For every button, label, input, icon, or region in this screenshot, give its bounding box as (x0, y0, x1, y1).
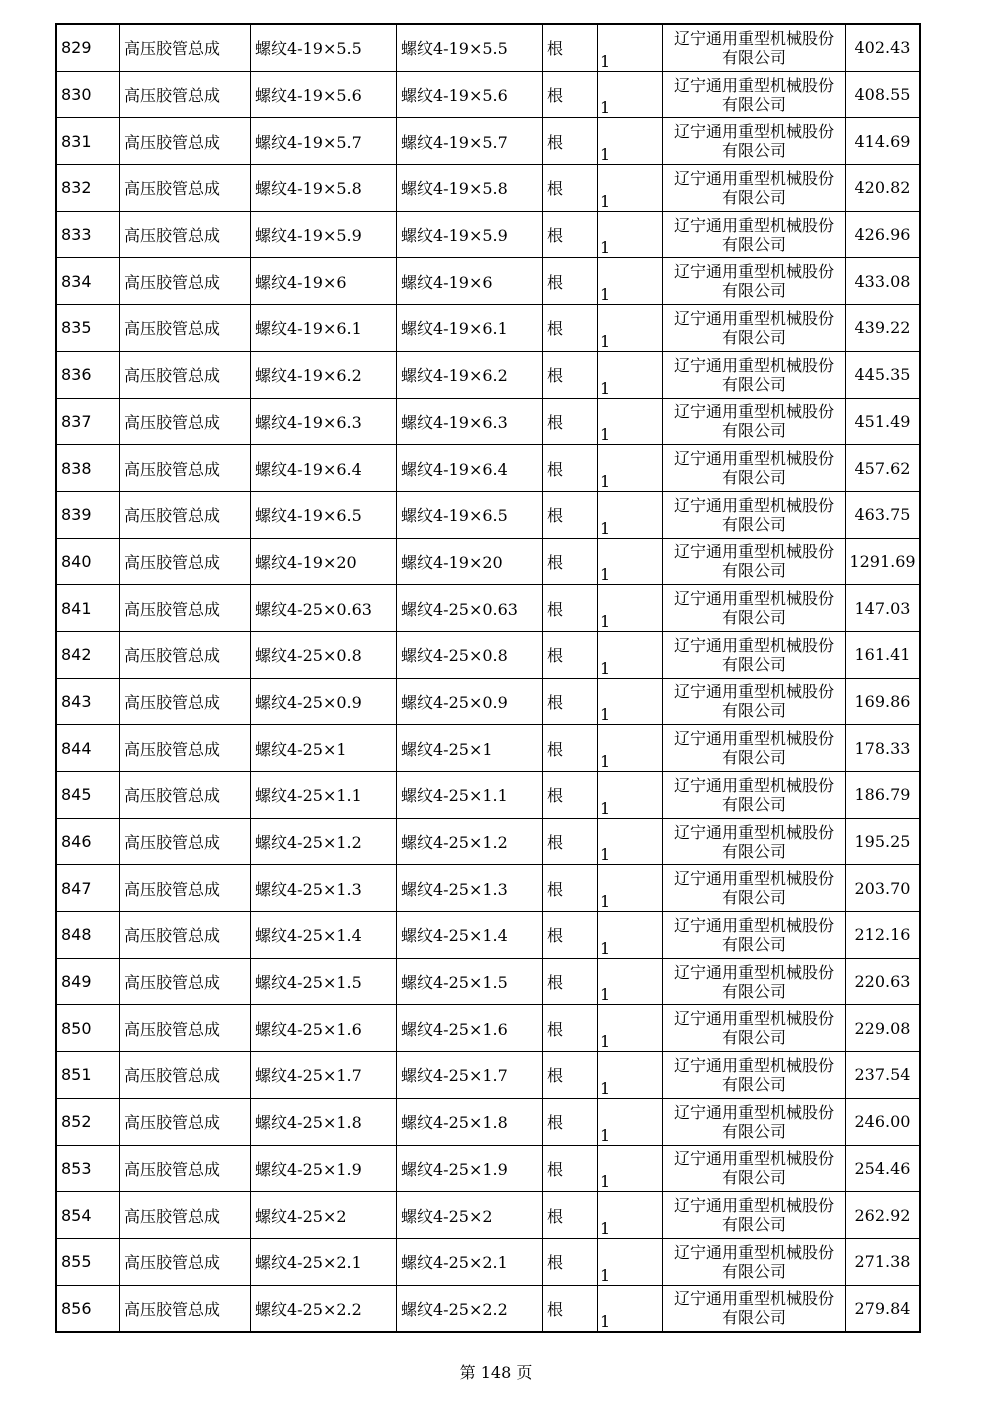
product-model-cell: 螺纹4-19×5.9 (397, 211, 543, 258)
row-number-cell: 839 (56, 491, 120, 538)
product-model-cell: 螺纹4-19×6 (397, 258, 543, 305)
product-name-cell: 高压胶管总成 (120, 1052, 251, 1099)
quantity-cell: 1 (598, 398, 663, 445)
manufacturer-text: 辽宁通用重型机械股份有限公司 (673, 1102, 834, 1141)
unit-price-cell: 1291.69 (846, 538, 921, 585)
product-name-cell: 高压胶管总成 (120, 305, 251, 352)
manufacturer-text: 辽宁通用重型机械股份有限公司 (673, 1242, 834, 1281)
manufacturer-cell (663, 1052, 846, 1099)
manufacturer-text: 辽宁通用重型机械股份有限公司 (673, 28, 834, 67)
product-name-cell: 高压胶管总成 (120, 398, 251, 445)
product-model-cell: 螺纹4-19×6.5 (397, 491, 543, 538)
product-model-cell: 螺纹4-25×2.1 (397, 1238, 543, 1285)
manufacturer-text: 辽宁通用重型机械股份有限公司 (673, 962, 834, 1001)
product-model-cell: 螺纹4-25×0.8 (397, 631, 543, 678)
manufacturer-text: 辽宁通用重型机械股份有限公司 (673, 682, 834, 721)
unit-of-measure-cell: 根 (543, 1052, 598, 1099)
unit-of-measure-cell: 根 (543, 211, 598, 258)
table-row (56, 818, 920, 865)
manufacturer-cell (663, 772, 846, 819)
product-name-cell: 高压胶管总成 (120, 351, 251, 398)
product-name-cell: 高压胶管总成 (120, 1238, 251, 1285)
quantity-cell: 1 (598, 71, 663, 118)
manufacturer-cell (663, 71, 846, 118)
row-number-cell: 856 (56, 1285, 120, 1332)
unit-of-measure-cell: 根 (543, 24, 598, 71)
product-name-cell: 高压胶管总成 (120, 258, 251, 305)
quantity-cell: 1 (598, 258, 663, 305)
unit-of-measure-cell: 根 (543, 165, 598, 212)
unit-of-measure-cell: 根 (543, 818, 598, 865)
manufacturer-text: 辽宁通用重型机械股份有限公司 (673, 215, 834, 254)
quantity-cell: 1 (598, 865, 663, 912)
manufacturer-text: 辽宁通用重型机械股份有限公司 (673, 542, 834, 581)
quantity-cell: 1 (598, 351, 663, 398)
row-number-cell: 829 (56, 24, 120, 71)
manufacturer-text: 辽宁通用重型机械股份有限公司 (673, 122, 834, 161)
table-row (56, 958, 920, 1005)
product-model-cell: 螺纹4-25×0.9 (397, 678, 543, 725)
table-row (56, 445, 920, 492)
product-name-cell: 高压胶管总成 (120, 865, 251, 912)
manufacturer-text: 辽宁通用重型机械股份有限公司 (673, 75, 834, 114)
table-row (56, 491, 920, 538)
row-number-cell: 837 (56, 398, 120, 445)
row-number-cell: 845 (56, 772, 120, 819)
product-model-cell: 螺纹4-19×6.4 (397, 445, 543, 492)
row-number-cell: 833 (56, 211, 120, 258)
product-spec-cell: 螺纹4-25×1.7 (251, 1052, 397, 1099)
table-row (56, 71, 920, 118)
quantity-cell: 1 (598, 24, 663, 71)
product-spec-cell: 螺纹4-19×6 (251, 258, 397, 305)
manufacturer-cell (663, 818, 846, 865)
manufacturer-cell (663, 24, 846, 71)
quantity-cell: 1 (598, 1285, 663, 1332)
table-row (56, 631, 920, 678)
manufacturer-text: 辽宁通用重型机械股份有限公司 (673, 1289, 834, 1328)
row-number-cell: 832 (56, 165, 120, 212)
unit-price-cell: 402.43 (846, 24, 921, 71)
product-spec-cell: 螺纹4-19×5.6 (251, 71, 397, 118)
manufacturer-cell (663, 1145, 846, 1192)
product-spec-cell: 螺纹4-25×1.2 (251, 818, 397, 865)
manufacturer-cell (663, 725, 846, 772)
price-table-body (56, 24, 920, 1332)
manufacturer-cell (663, 445, 846, 492)
table-row (56, 1052, 920, 1099)
row-number-cell: 830 (56, 71, 120, 118)
unit-of-measure-cell: 根 (543, 1285, 598, 1332)
product-spec-cell: 螺纹4-25×1.8 (251, 1098, 397, 1145)
unit-of-measure-cell: 根 (543, 772, 598, 819)
product-spec-cell: 螺纹4-25×0.9 (251, 678, 397, 725)
product-model-cell: 螺纹4-19×5.5 (397, 24, 543, 71)
unit-price-cell: 426.96 (846, 211, 921, 258)
row-number-cell: 841 (56, 585, 120, 632)
product-spec-cell: 螺纹4-19×6.4 (251, 445, 397, 492)
product-model-cell: 螺纹4-25×1.7 (397, 1052, 543, 1099)
product-spec-cell: 螺纹4-25×2 (251, 1192, 397, 1239)
manufacturer-cell (663, 211, 846, 258)
product-spec-cell: 螺纹4-25×1.9 (251, 1145, 397, 1192)
manufacturer-text: 辽宁通用重型机械股份有限公司 (673, 262, 834, 301)
product-model-cell: 螺纹4-25×2 (397, 1192, 543, 1239)
table-row (56, 912, 920, 959)
unit-price-cell: 229.08 (846, 1005, 921, 1052)
product-name-cell: 高压胶管总成 (120, 772, 251, 819)
row-number-cell: 851 (56, 1052, 120, 1099)
unit-price-cell: 414.69 (846, 118, 921, 165)
manufacturer-text: 辽宁通用重型机械股份有限公司 (673, 915, 834, 954)
row-number-cell: 843 (56, 678, 120, 725)
product-model-cell: 螺纹4-25×1.3 (397, 865, 543, 912)
unit-price-cell: 237.54 (846, 1052, 921, 1099)
product-name-cell: 高压胶管总成 (120, 1005, 251, 1052)
product-name-cell: 高压胶管总成 (120, 491, 251, 538)
manufacturer-text: 辽宁通用重型机械股份有限公司 (673, 822, 834, 861)
product-model-cell: 螺纹4-25×1 (397, 725, 543, 772)
row-number-cell: 852 (56, 1098, 120, 1145)
unit-price-cell: 254.46 (846, 1145, 921, 1192)
unit-price-cell: 195.25 (846, 818, 921, 865)
product-model-cell: 螺纹4-19×20 (397, 538, 543, 585)
quantity-cell: 1 (598, 1238, 663, 1285)
table-row (56, 1238, 920, 1285)
row-number-cell: 846 (56, 818, 120, 865)
manufacturer-text: 辽宁通用重型机械股份有限公司 (673, 308, 834, 347)
quantity-cell: 1 (598, 538, 663, 585)
unit-of-measure-cell: 根 (543, 1005, 598, 1052)
product-model-cell: 螺纹4-19×6.2 (397, 351, 543, 398)
quantity-cell: 1 (598, 585, 663, 632)
unit-of-measure-cell: 根 (543, 1192, 598, 1239)
product-model-cell: 螺纹4-19×5.6 (397, 71, 543, 118)
quantity-cell: 1 (598, 118, 663, 165)
unit-price-cell: 420.82 (846, 165, 921, 212)
unit-price-cell: 457.62 (846, 445, 921, 492)
unit-of-measure-cell: 根 (543, 398, 598, 445)
product-name-cell: 高压胶管总成 (120, 912, 251, 959)
unit-of-measure-cell: 根 (543, 491, 598, 538)
row-number-cell: 849 (56, 958, 120, 1005)
table-row (56, 725, 920, 772)
unit-price-cell: 451.49 (846, 398, 921, 445)
manufacturer-text: 辽宁通用重型机械股份有限公司 (673, 729, 834, 768)
unit-of-measure-cell: 根 (543, 351, 598, 398)
manufacturer-cell (663, 258, 846, 305)
unit-of-measure-cell: 根 (543, 865, 598, 912)
manufacturer-cell (663, 118, 846, 165)
table-row (56, 865, 920, 912)
unit-of-measure-cell: 根 (543, 1098, 598, 1145)
manufacturer-text: 辽宁通用重型机械股份有限公司 (673, 168, 834, 207)
row-number-cell: 847 (56, 865, 120, 912)
quantity-cell: 1 (598, 1052, 663, 1099)
row-number-cell: 842 (56, 631, 120, 678)
unit-of-measure-cell: 根 (543, 445, 598, 492)
product-spec-cell: 螺纹4-25×0.63 (251, 585, 397, 632)
quantity-cell: 1 (598, 491, 663, 538)
unit-price-cell: 212.16 (846, 912, 921, 959)
unit-of-measure-cell: 根 (543, 958, 598, 1005)
product-name-cell: 高压胶管总成 (120, 211, 251, 258)
product-name-cell: 高压胶管总成 (120, 118, 251, 165)
product-name-cell: 高压胶管总成 (120, 445, 251, 492)
table-row (56, 1005, 920, 1052)
product-name-cell: 高压胶管总成 (120, 725, 251, 772)
product-model-cell: 螺纹4-19×5.8 (397, 165, 543, 212)
manufacturer-text: 辽宁通用重型机械股份有限公司 (673, 1149, 834, 1188)
product-name-cell: 高压胶管总成 (120, 818, 251, 865)
table-row (56, 258, 920, 305)
quantity-cell: 1 (598, 1192, 663, 1239)
product-model-cell: 螺纹4-25×0.63 (397, 585, 543, 632)
unit-price-cell: 408.55 (846, 71, 921, 118)
manufacturer-cell (663, 585, 846, 632)
manufacturer-cell (663, 1192, 846, 1239)
product-name-cell: 高压胶管总成 (120, 24, 251, 71)
quantity-cell: 1 (598, 772, 663, 819)
quantity-cell: 1 (598, 678, 663, 725)
product-spec-cell: 螺纹4-25×2.2 (251, 1285, 397, 1332)
product-spec-cell: 螺纹4-19×6.1 (251, 305, 397, 352)
manufacturer-text: 辽宁通用重型机械股份有限公司 (673, 355, 834, 394)
product-model-cell: 螺纹4-25×1.2 (397, 818, 543, 865)
quantity-cell: 1 (598, 818, 663, 865)
product-model-cell: 螺纹4-25×1.4 (397, 912, 543, 959)
unit-of-measure-cell: 根 (543, 678, 598, 725)
manufacturer-cell (663, 1005, 846, 1052)
table-row (56, 118, 920, 165)
table-row (56, 1192, 920, 1239)
unit-of-measure-cell: 根 (543, 71, 598, 118)
unit-price-cell: 262.92 (846, 1192, 921, 1239)
product-spec-cell: 螺纹4-25×1 (251, 725, 397, 772)
manufacturer-cell (663, 865, 846, 912)
table-row (56, 211, 920, 258)
product-spec-cell: 螺纹4-25×0.8 (251, 631, 397, 678)
table-row (56, 351, 920, 398)
product-spec-cell: 螺纹4-25×1.5 (251, 958, 397, 1005)
unit-of-measure-cell: 根 (543, 258, 598, 305)
row-number-cell: 855 (56, 1238, 120, 1285)
unit-price-cell: 161.41 (846, 631, 921, 678)
manufacturer-text: 辽宁通用重型机械股份有限公司 (673, 589, 834, 628)
product-model-cell: 螺纹4-25×1.9 (397, 1145, 543, 1192)
manufacturer-cell (663, 1098, 846, 1145)
manufacturer-cell (663, 1285, 846, 1332)
manufacturer-cell (663, 538, 846, 585)
quantity-cell: 1 (598, 631, 663, 678)
manufacturer-text: 辽宁通用重型机械股份有限公司 (673, 1196, 834, 1235)
unit-price-cell: 271.38 (846, 1238, 921, 1285)
quantity-cell: 1 (598, 725, 663, 772)
quantity-cell: 1 (598, 1145, 663, 1192)
row-number-cell: 831 (56, 118, 120, 165)
table-row (56, 678, 920, 725)
unit-of-measure-cell: 根 (543, 1145, 598, 1192)
quantity-cell: 1 (598, 1005, 663, 1052)
product-name-cell: 高压胶管总成 (120, 631, 251, 678)
unit-of-measure-cell: 根 (543, 1238, 598, 1285)
row-number-cell: 840 (56, 538, 120, 585)
product-spec-cell: 螺纹4-25×1.6 (251, 1005, 397, 1052)
row-number-cell: 834 (56, 258, 120, 305)
unit-price-cell: 463.75 (846, 491, 921, 538)
table-row (56, 1285, 920, 1332)
manufacturer-cell (663, 491, 846, 538)
product-spec-cell: 螺纹4-19×6.3 (251, 398, 397, 445)
unit-of-measure-cell: 根 (543, 725, 598, 772)
product-spec-cell: 螺纹4-19×6.5 (251, 491, 397, 538)
product-name-cell: 高压胶管总成 (120, 1285, 251, 1332)
row-number-cell: 844 (56, 725, 120, 772)
unit-of-measure-cell: 根 (543, 631, 598, 678)
manufacturer-cell (663, 912, 846, 959)
table-row (56, 1145, 920, 1192)
product-model-cell: 螺纹4-25×1.1 (397, 772, 543, 819)
product-name-cell: 高压胶管总成 (120, 958, 251, 1005)
product-spec-cell: 螺纹4-19×5.8 (251, 165, 397, 212)
manufacturer-cell (663, 631, 846, 678)
page-number: 第 148 页 (459, 1363, 533, 1382)
product-model-cell: 螺纹4-25×2.2 (397, 1285, 543, 1332)
product-name-cell: 高压胶管总成 (120, 585, 251, 632)
unit-of-measure-cell: 根 (543, 118, 598, 165)
product-name-cell: 高压胶管总成 (120, 1145, 251, 1192)
manufacturer-text: 辽宁通用重型机械股份有限公司 (673, 869, 834, 908)
product-model-cell: 螺纹4-25×1.5 (397, 958, 543, 1005)
row-number-cell: 853 (56, 1145, 120, 1192)
product-spec-cell: 螺纹4-25×2.1 (251, 1238, 397, 1285)
product-spec-cell: 螺纹4-19×5.5 (251, 24, 397, 71)
unit-price-cell: 147.03 (846, 585, 921, 632)
price-table (55, 23, 921, 1333)
table-row (56, 585, 920, 632)
table-row (56, 305, 920, 352)
row-number-cell: 850 (56, 1005, 120, 1052)
product-spec-cell: 螺纹4-25×1.1 (251, 772, 397, 819)
quantity-cell: 1 (598, 912, 663, 959)
quantity-cell: 1 (598, 211, 663, 258)
manufacturer-cell (663, 398, 846, 445)
product-name-cell: 高压胶管总成 (120, 1192, 251, 1239)
quantity-cell: 1 (598, 165, 663, 212)
quantity-cell: 1 (598, 445, 663, 492)
unit-price-cell: 203.70 (846, 865, 921, 912)
row-number-cell: 854 (56, 1192, 120, 1239)
quantity-cell: 1 (598, 305, 663, 352)
unit-price-cell: 178.33 (846, 725, 921, 772)
row-number-cell: 836 (56, 351, 120, 398)
manufacturer-text: 辽宁通用重型机械股份有限公司 (673, 635, 834, 674)
unit-price-cell: 279.84 (846, 1285, 921, 1332)
manufacturer-text: 辽宁通用重型机械股份有限公司 (673, 495, 834, 534)
manufacturer-cell (663, 958, 846, 1005)
product-model-cell: 螺纹4-25×1.8 (397, 1098, 543, 1145)
product-name-cell: 高压胶管总成 (120, 538, 251, 585)
table-row (56, 538, 920, 585)
unit-price-cell: 186.79 (846, 772, 921, 819)
product-name-cell: 高压胶管总成 (120, 71, 251, 118)
unit-price-cell: 445.35 (846, 351, 921, 398)
unit-of-measure-cell: 根 (543, 585, 598, 632)
table-row (56, 398, 920, 445)
manufacturer-cell (663, 1238, 846, 1285)
unit-of-measure-cell: 根 (543, 538, 598, 585)
manufacturer-cell (663, 165, 846, 212)
product-spec-cell: 螺纹4-19×5.9 (251, 211, 397, 258)
manufacturer-cell (663, 305, 846, 352)
product-spec-cell: 螺纹4-19×20 (251, 538, 397, 585)
quantity-cell: 1 (598, 958, 663, 1005)
product-spec-cell: 螺纹4-25×1.4 (251, 912, 397, 959)
unit-price-cell: 433.08 (846, 258, 921, 305)
manufacturer-text: 辽宁通用重型机械股份有限公司 (673, 775, 834, 814)
manufacturer-cell (663, 678, 846, 725)
quantity-cell: 1 (598, 1098, 663, 1145)
manufacturer-text: 辽宁通用重型机械股份有限公司 (673, 402, 834, 441)
unit-price-cell: 246.00 (846, 1098, 921, 1145)
product-model-cell: 螺纹4-19×5.7 (397, 118, 543, 165)
row-number-cell: 848 (56, 912, 120, 959)
product-model-cell: 螺纹4-19×6.3 (397, 398, 543, 445)
unit-price-cell: 220.63 (846, 958, 921, 1005)
manufacturer-text: 辽宁通用重型机械股份有限公司 (673, 1009, 834, 1048)
table-row (56, 1098, 920, 1145)
row-number-cell: 838 (56, 445, 120, 492)
table-row (56, 24, 920, 71)
manufacturer-text: 辽宁通用重型机械股份有限公司 (673, 449, 834, 488)
unit-price-cell: 439.22 (846, 305, 921, 352)
product-model-cell: 螺纹4-25×1.6 (397, 1005, 543, 1052)
unit-price-cell: 169.86 (846, 678, 921, 725)
product-spec-cell: 螺纹4-19×6.2 (251, 351, 397, 398)
unit-of-measure-cell: 根 (543, 305, 598, 352)
product-name-cell: 高压胶管总成 (120, 165, 251, 212)
table-row (56, 165, 920, 212)
unit-of-measure-cell: 根 (543, 912, 598, 959)
table-row (56, 772, 920, 819)
row-number-cell: 835 (56, 305, 120, 352)
product-spec-cell: 螺纹4-25×1.3 (251, 865, 397, 912)
manufacturer-text: 辽宁通用重型机械股份有限公司 (673, 1055, 834, 1094)
product-model-cell: 螺纹4-19×6.1 (397, 305, 543, 352)
product-name-cell: 高压胶管总成 (120, 1098, 251, 1145)
manufacturer-cell (663, 351, 846, 398)
product-name-cell: 高压胶管总成 (120, 678, 251, 725)
product-spec-cell: 螺纹4-19×5.7 (251, 118, 397, 165)
